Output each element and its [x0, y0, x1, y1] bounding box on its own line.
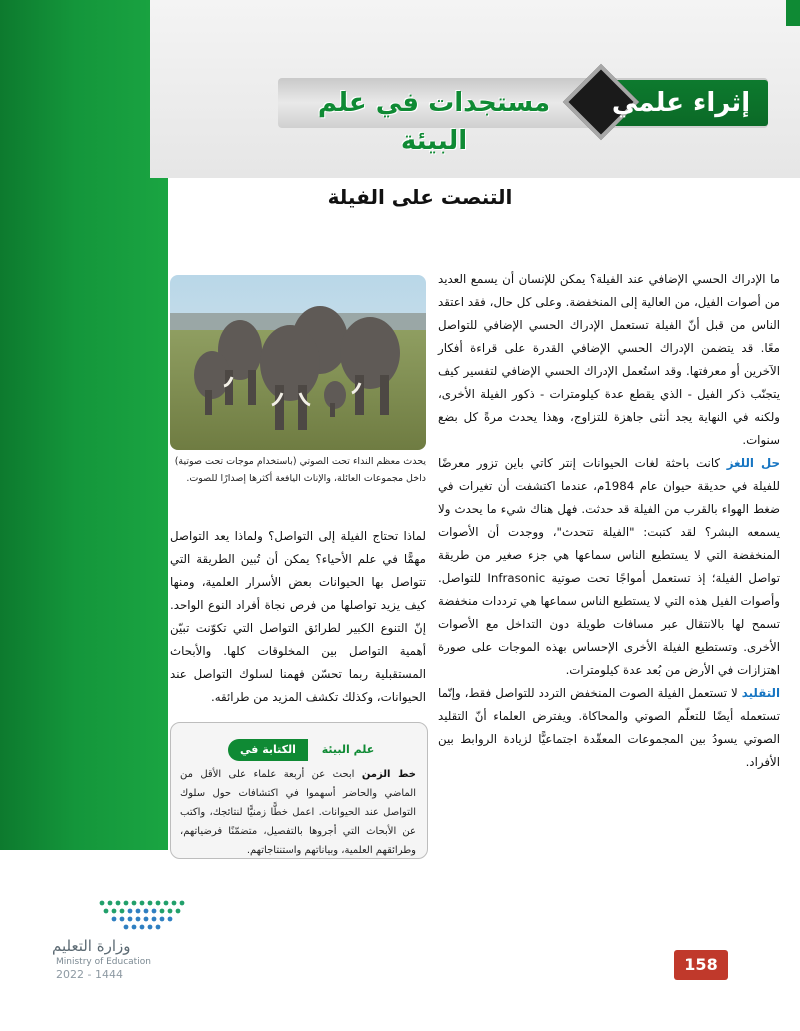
imitation-text: لا تستعمل الفيلة الصوت المنخفض التردد للتواصل فقط، وإنّما تستعمله أيضًا للتعلّم الصوتي والمحاكاة. ويفترض العلماء أنّ التقليد الصوتي يسودُ بين المجموعات المعقّدة اجتماعيًّا لزيادة الروابط بين الأفراد.: [438, 686, 780, 769]
solve-key: حل اللغز: [726, 456, 780, 470]
article-right-column: [438, 268, 780, 774]
edition-year: 2022 - 1444: [56, 968, 123, 981]
writing-label: الكتابة في: [240, 743, 296, 756]
sidebar-body: [180, 765, 416, 860]
timeline-key: خط الزمن: [361, 769, 416, 780]
ministry-name-english: Ministry of Education: [56, 957, 151, 967]
ministry-name-arabic: وزارة التعليم: [52, 937, 131, 955]
timeline-text: ابحث عن أربعة علماء على الأقل من الماضي والحاضر أسهموا في اكتشافات حول سلوك التواصل عند الحيوانات. اعمل خطًّا زمنيًّا لنتائجك، واكتب عن الأبحاث التي أجروها بالتفصيل، متضمّنًا فرضياتهم، وطرائقهم العلمية، وبياناتهم واستنتاجاتهم.: [180, 769, 416, 856]
article-title: التنصت على الفيلة: [327, 185, 513, 209]
subject-label: علم البيئة: [321, 743, 375, 756]
page-number: 158: [674, 950, 728, 980]
solve-paragraph: [438, 452, 780, 682]
intro-paragraph: ما الإدراك الحسي الإضافي عند الفيلة؟ يمكن للإنسان أن يسمع العديد من أصوات الفيل، من العالية إلى المنخفضة. وعلى كل حال، فقد اعتقد الناس من قبل أنّ الفيلة تستعمل الإدراك الحسي الإضافي للتواصل معًا. قد يتضمن الإدراك الحسي الإضافي القدرة على قراءة أفكار الآخرين أو معرفتها. وقد استُعمل الإدراك الحسي الإضافي لتفسير كيف يتجنّب ذكر الفيل - الذي يقطع عدة كيلومترات - ذكور الفيلة الأخرى، ولكنه في النهاية يجد أنثى جاهزة للتزاوج، وهذا يحدث مرةً كل بضع سنوات.: [438, 272, 780, 447]
topic-label: مستجدات في علم البيئة: [317, 88, 551, 156]
imitation-paragraph: [438, 682, 780, 774]
photo-caption: يحدث معظم النداء تحت الصوتي (باستخدام موجات تحت صوتية) داخل مجموعات العائلة، والإناث اليافعة أكثرها إصدارًا للصوت.: [174, 456, 426, 484]
enrichment-label: إثراء علمي: [611, 88, 751, 118]
elephants-photo: [170, 275, 426, 450]
ministry-logo-icon: [96, 897, 192, 931]
why-paragraph: لماذا تحتاج الفيلة إلى التواصل؟ ولماذا يعد التواصل مهمًّا في علم الأحياء؟ يمكن أن تُبين الطريقة التي تتواصل بها الحيوانات بعض الأسرار العلمية، ومنها كيف يزيد تواصلها من فرص نجاة أفراد النوع الواحد. إنّ التنوع الكبير لطرائق التواصل التي تكوّنت تبيّن أهمية التواصل بين المخلوقات كلها. والأبحاث المستقبلية ربما تحسّن فهمنا لسلوك التواصل عند الحيوانات، وكذلك تكشف المزيد من طرائقه.: [170, 529, 426, 704]
imitation-key: التقليد: [741, 686, 781, 700]
article-left-column: [170, 525, 426, 709]
solve-text: كانت باحثة لغات الحيوانات إنتر كاتي باين تزور معرضًا للفيلة في حديقة حيوان عام 1984م، عندما اكتشفت أن تغيرات في ضغط الهواء بالقرب من الفيلة قد حدثت. فهل هناك شيء ما يحدث ولا يسمعه البشر؟ لقد كتبت: "الفيلة تتحدث"، ووجدت أن الأصوات المنخفضة التي لا يستطيع الناس سماعها هي جزء صغير من طريقة تواصل الفيلة؛ إذ تستعمل أمواجًا تحت صوتية Infrasonic للتواصل. وأصوات الفيل هذه التي لا يستطيع الناس سماعها هي ترددات منخفضة تسمح لها بالانتقال عبر مسافات طويلة دون التداخل مع الأصوات الأخرى. وتستطيع الفيلة الأخرى الإحساس بهذه الموجات على صورة اهتزازات في الأرض من بُعد عدة كيلومترات.: [438, 456, 780, 677]
corner-mark: [786, 0, 800, 26]
